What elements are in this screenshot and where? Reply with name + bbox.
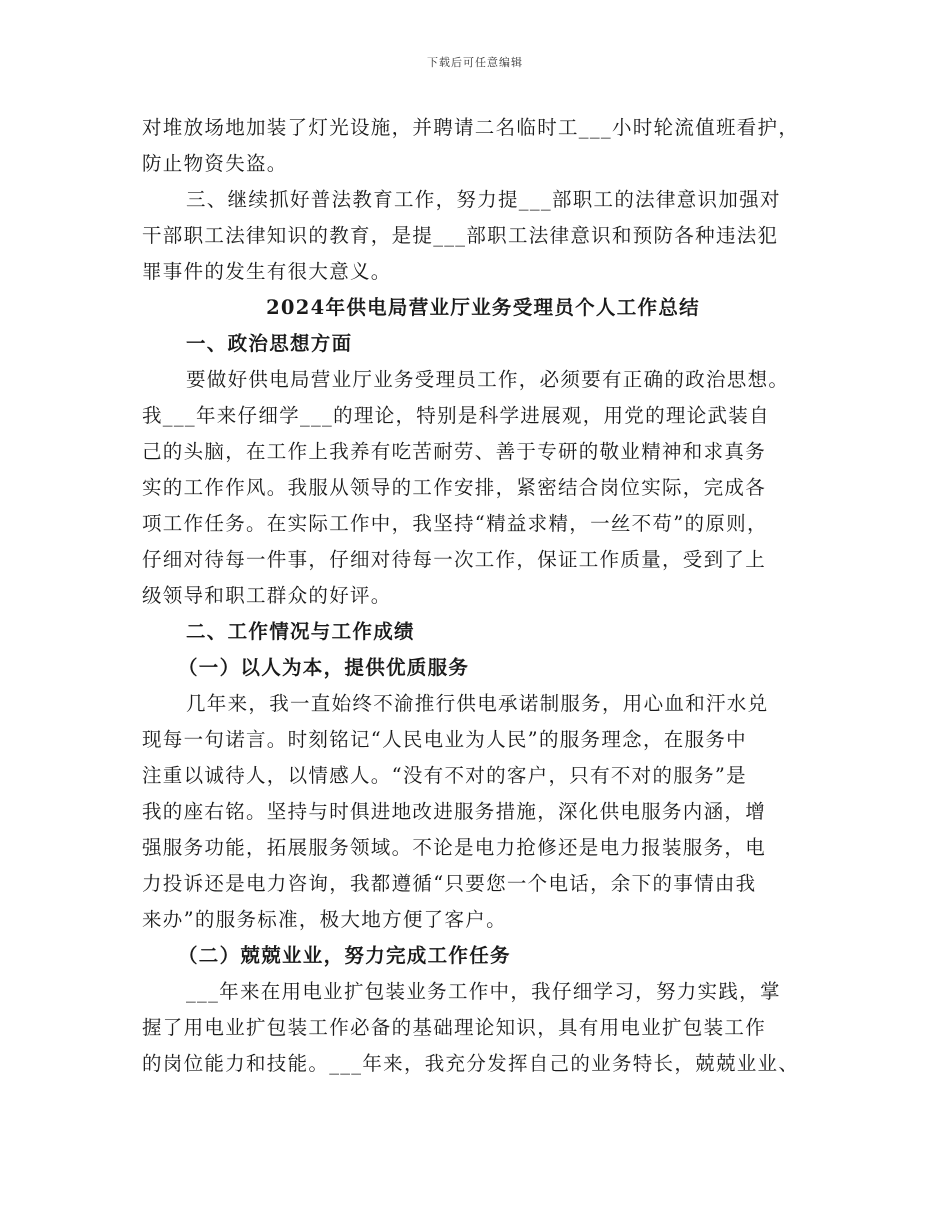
paragraph-line: 力投诉还是电力咨询，我都遵循“只要您一个电话，余下的事情由我: [142, 872, 757, 895]
paragraph-line: 项工作任务。在实际工作中，我坚持“精益求精，一丝不苟”的原则，: [142, 512, 768, 535]
paragraph-line: ___年来在用电业扩包装业务工作中，我仔细学习，努力实践，掌: [186, 980, 781, 1003]
subsection-heading: （二）兢兢业业，努力完成工作任务: [178, 944, 511, 967]
paragraph-line: 己的头脑，在工作上我养有吃苦耐劳、善于专研的敬业精神和求真务: [142, 440, 767, 463]
paragraph-line: 我___年来仔细学___的理论，特别是科学进展观，用党的理论武装自: [142, 404, 770, 427]
paragraph-line: 级领导和职工群众的好评。: [142, 584, 392, 607]
paragraph-line: 仔细对待每一件事，仔细对待每一次工作，保证工作质量，受到了上: [142, 548, 767, 571]
document-body: [142, 110, 832, 1082]
paragraph-line: 实的工作作风。我服从领导的工作安排，紧密结合岗位实际，完成各: [142, 476, 767, 499]
paragraph-line: 注重以诚待人，以情感人。“没有不对的客户，只有不对的服务”是: [142, 764, 747, 787]
document-title: 2024年供电局营业厅业务受理员个人工作总结: [266, 296, 700, 319]
paragraph-line: 几年来，我一直始终不渝推行供电承诺制服务，用心血和汗水兑: [186, 692, 769, 715]
paragraph-line: 干部职工法律知识的教育，是提___部职工法律意识和预防各种违法犯: [142, 224, 779, 247]
paragraph-line: 对堆放场地加装了灯光设施，并聘请二名临时工___小时轮流值班看护，: [142, 116, 800, 139]
paragraph-line: 防止物资失盗。: [142, 152, 288, 175]
paragraph-line: 来办”的服务标准，极大地方便了客户。: [142, 908, 507, 931]
paragraph-line: 我的座右铭。坚持与时俱进地改进服务措施，深化供电服务内涵，增: [142, 800, 767, 823]
subsection-heading: （一）以人为本，提供优质服务: [178, 656, 470, 679]
paragraph-line: 三、继续抓好普法教育工作，努力提___部职工的法律意识加强对: [186, 188, 781, 211]
page-header: 下载后可任意编辑: [427, 56, 523, 69]
paragraph-line: 现每一句诺言。时刻铭记“人民电业为人民”的服务理念，在服务中: [142, 728, 747, 751]
paragraph-line: 要做好供电局营业厅业务受理员工作，必须要有正确的政治思想。: [186, 368, 790, 391]
paragraph-line: 罪事件的发生有很大意义。: [142, 260, 392, 283]
paragraph-line: 握了用电业扩包装工作必备的基础理论知识，具有用电业扩包装工作: [142, 1016, 767, 1039]
paragraph-line: 的岗位能力和技能。___年来，我充分发挥自己的业务特长，兢兢业业、: [142, 1052, 800, 1075]
section-heading: 二、工作情况与工作成绩: [186, 620, 415, 643]
section-heading: 一、政治思想方面: [186, 332, 353, 355]
paragraph-line: 强服务功能，拓展服务领域。不论是电力抢修还是电力报装服务，电: [142, 836, 767, 859]
